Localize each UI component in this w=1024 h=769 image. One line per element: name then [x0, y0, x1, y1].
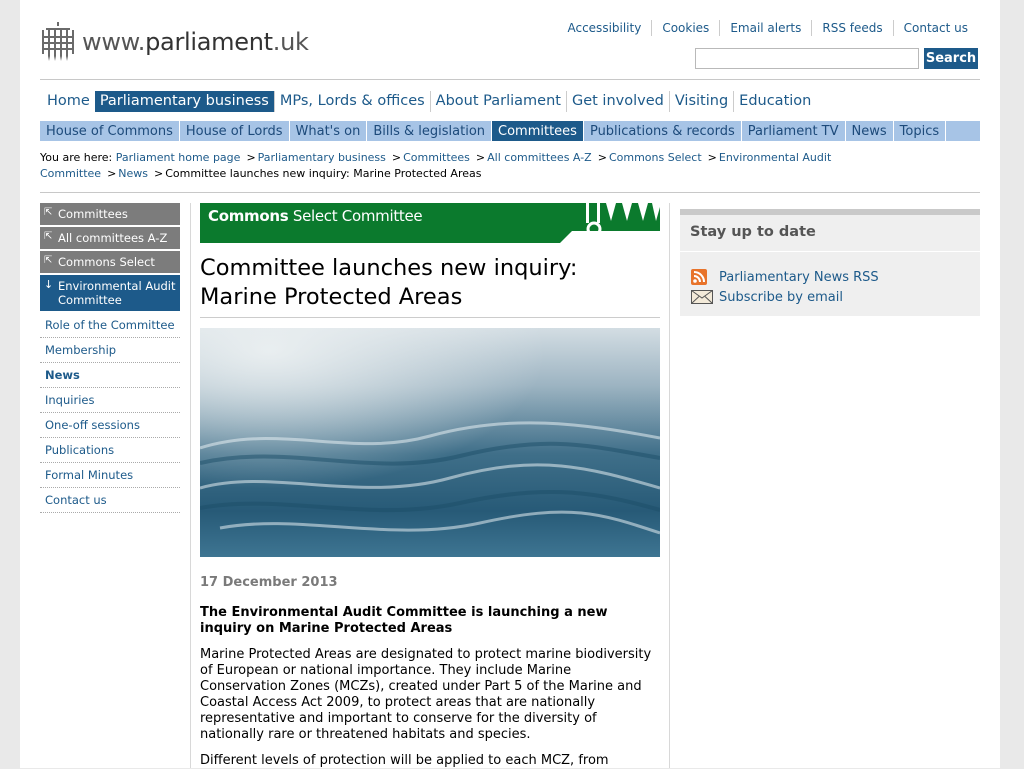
stay-up-to-date-title: Stay up to date: [690, 224, 816, 240]
secondary-nav-publications-records[interactable]: Publications & records: [584, 121, 742, 141]
arrow-up-left-icon: ⇱: [44, 207, 53, 218]
breadcrumb-separator: >: [597, 151, 607, 164]
section-nav-current-label: Environmental Audit Committee: [58, 279, 176, 307]
section-nav-item-formal-minutes[interactable]: Formal Minutes: [40, 463, 180, 488]
section-nav-item-contact-us[interactable]: Contact us: [40, 488, 180, 513]
marine-water-image: [200, 328, 660, 557]
arrow-up-left-icon: ⇱: [44, 255, 53, 266]
article-lead: The Environmental Audit Committee is launching a new inquiry on Marine Protected Areas: [200, 605, 608, 636]
primary-nav-get-involved[interactable]: Get involved: [566, 91, 669, 112]
primary-nav-education[interactable]: Education: [733, 91, 816, 112]
breadcrumb-separator: >: [391, 151, 402, 164]
breadcrumb-separator: >: [246, 151, 256, 164]
breadcrumb-separator: >: [154, 167, 164, 180]
section-nav-item-membership[interactable]: Membership: [40, 338, 180, 363]
banner-title: Commons Select Committee: [208, 207, 423, 225]
breadcrumb-separator: >: [107, 167, 117, 180]
logo-text: www.parliament.uk: [82, 28, 309, 56]
breadcrumb-link[interactable]: Parliamentary business: [257, 151, 386, 164]
primary-nav-about-parliament[interactable]: About Parliament: [430, 91, 566, 112]
article-date: 17 December 2013: [200, 575, 338, 590]
article-paragraph: Different levels of protection will be applied to each MCZ, from: [200, 753, 609, 768]
email-envelope-icon: [691, 290, 713, 304]
primary-nav-parliamentary-business[interactable]: Parliamentary business: [95, 91, 274, 112]
utility-link-email-alerts[interactable]: Email alerts: [719, 20, 811, 36]
secondary-nav-topics[interactable]: Topics: [894, 121, 946, 141]
breadcrumb: [40, 150, 900, 182]
search-input[interactable]: [695, 48, 919, 69]
secondary-nav-bills-legislation[interactable]: Bills & legislation: [367, 121, 492, 141]
utility-link-contact-us[interactable]: Contact us: [893, 20, 978, 36]
secondary-nav-news[interactable]: News: [846, 121, 894, 141]
subscribe-by-email-link[interactable]: Subscribe by email: [719, 290, 843, 305]
secondary-nav: [40, 121, 980, 141]
parliamentary-news-rss-link[interactable]: Parliamentary News RSS: [719, 270, 879, 285]
column-divider: [669, 203, 670, 768]
page-title: Committee launches new inquiry: Marine Protected Areas: [200, 255, 578, 310]
section-nav-current[interactable]: [40, 275, 180, 313]
section-nav-item-publications[interactable]: Publications: [40, 438, 180, 463]
breadcrumb-separator: >: [475, 151, 486, 164]
site-logo[interactable]: [40, 20, 309, 64]
utility-links: [557, 20, 978, 36]
secondary-nav-parliament-tv[interactable]: Parliament TV: [742, 121, 846, 141]
title-divider: [200, 317, 660, 318]
section-nav-ancestor-committees[interactable]: [40, 203, 180, 227]
section-nav-ancestor-label: All committees A-Z: [58, 231, 168, 245]
breadcrumb-link[interactable]: Parliament home page: [115, 151, 241, 164]
utility-link-cookies[interactable]: Cookies: [651, 20, 719, 36]
secondary-nav-committees[interactable]: Committees: [492, 121, 584, 141]
arrow-down-icon: ↓: [44, 278, 54, 291]
utility-link-rss-feeds[interactable]: RSS feeds: [811, 20, 892, 36]
article-paragraph: Marine Protected Areas are designated to protect marine biodiversity of European or national importance. They include Marine Conservation Zones (MCZs), created under Part 5 of the Marine and Coastal Access Act 2009, to protect areas that are nationally representative and important to conserve for the diversity of nationally rare or threatened habitats and species.: [200, 647, 652, 742]
section-nav-ancestor-all-committees[interactable]: [40, 227, 180, 251]
secondary-nav-whats-on[interactable]: What's on: [290, 121, 368, 141]
portcullis-icon: [40, 22, 76, 62]
breadcrumb-link[interactable]: All committees A-Z: [487, 151, 592, 164]
primary-nav: [42, 91, 816, 112]
secondary-nav-house-of-commons[interactable]: House of Commons: [40, 121, 180, 141]
section-nav-item-news[interactable]: News: [40, 363, 180, 388]
section-nav-ancestor-label: Committees: [58, 207, 128, 221]
utility-link-accessibility[interactable]: Accessibility: [567, 21, 642, 35]
section-nav: [40, 203, 180, 513]
breadcrumb-prefix: You are here:: [40, 151, 113, 164]
section-nav-ancestor-label: Commons Select: [58, 255, 155, 269]
page: [20, 0, 1000, 768]
search-button[interactable]: Search: [924, 48, 978, 69]
commons-select-banner: [200, 203, 660, 243]
stay-up-to-date-box: [680, 209, 980, 316]
breadcrumb-separator: >: [707, 151, 717, 164]
primary-nav-visiting[interactable]: Visiting: [669, 91, 733, 112]
breadcrumb-current: Committee launches new inquiry: Marine Protected Areas: [165, 167, 482, 180]
breadcrumb-link[interactable]: Commons Select: [608, 151, 702, 164]
breadcrumb-link[interactable]: Committees: [403, 151, 470, 164]
primary-nav-mps-lords-offices[interactable]: MPs, Lords & offices: [274, 91, 430, 112]
section-nav-item-inquiries[interactable]: Inquiries: [40, 388, 180, 413]
column-divider: [190, 203, 191, 768]
section-nav-ancestor-commons-select[interactable]: [40, 251, 180, 275]
arrow-up-left-icon: ⇱: [44, 231, 53, 242]
section-nav-item-role[interactable]: Role of the Committee: [40, 313, 180, 338]
section-nav-item-one-off-sessions[interactable]: One-off sessions: [40, 413, 180, 438]
secondary-nav-house-of-lords[interactable]: House of Lords: [180, 121, 290, 141]
breadcrumb-divider: [40, 192, 980, 193]
breadcrumb-link[interactable]: Environmental Audit Committee: [40, 151, 832, 180]
header-divider: [40, 79, 980, 80]
sidebar-divider: [680, 251, 980, 252]
rss-icon: [691, 269, 707, 285]
primary-nav-home[interactable]: Home: [47, 93, 90, 109]
breadcrumb-link[interactable]: News: [118, 167, 149, 180]
